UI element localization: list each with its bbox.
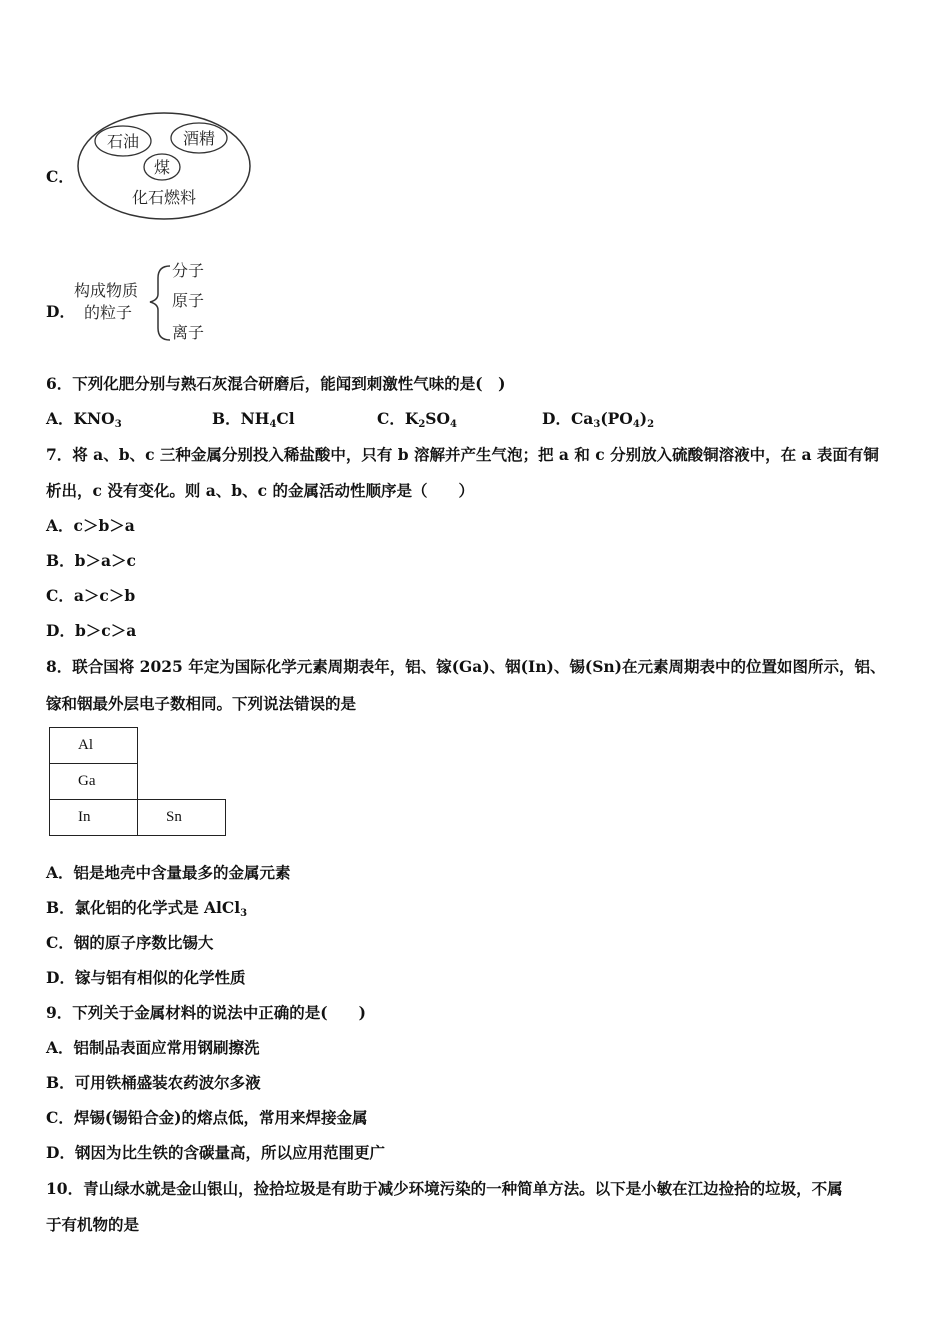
element-cell-al: Al	[50, 728, 138, 764]
diagram-left-line1: 构成物质	[74, 281, 139, 300]
q7-option-b: B．b＞a＞c	[46, 551, 136, 570]
diagram-branch-atom: 原子	[172, 291, 205, 310]
diagram-left-line2: 的粒子	[84, 303, 133, 322]
q7-option-c: C．a＞c＞b	[46, 586, 136, 605]
q9-option-c: C．焊锡(锡铅合金)的熔点低，常用来焊接金属	[46, 1108, 368, 1127]
q8-stem-line2: 镓和铟最外层电子数相同。下列说法错误的是	[46, 694, 357, 713]
q7-stem-line2: 析出，c 没有变化。则 a、b、c 的金属活动性顺序是（ ）	[46, 481, 474, 500]
option-c-label: C．	[46, 167, 74, 186]
q8-option-c: C．铟的原子序数比锡大	[46, 933, 214, 952]
element-cell-sn: Sn	[138, 800, 226, 836]
q8-option-b: B．氯化铝的化学式是 AlCl$_3$	[46, 898, 248, 919]
diagram-branch-molecule: 分子	[172, 261, 205, 280]
q10-stem-line2: 于有机物的是	[46, 1215, 140, 1234]
q6-option-d: D．$Ca_3(PO_4)_2$	[542, 409, 655, 430]
q6-option-b: B．$NH_4Cl$	[212, 409, 295, 430]
option-d-label: D．	[46, 302, 75, 321]
diagram-caption: 化石燃料	[131, 188, 197, 207]
diagram-item-oil: 石油	[106, 132, 140, 151]
q7-option-a: A．c＞b＞a	[46, 516, 135, 535]
diagram-branch-ion: 离子	[172, 323, 205, 342]
q7-option-d: D．b＞c＞a	[46, 621, 137, 640]
diagram-item-alcohol: 酒精	[182, 129, 216, 148]
q8-option-d: D．镓与铝有相似的化学性质	[46, 968, 246, 987]
q8-stem-line1: 8．联合国将 2025 年定为国际化学元素周期表年，铝、镓(Ga)、铟(In)、锡(Sn)在元素周期表中的位置如图所示，铝、	[46, 657, 886, 676]
q7-stem-line1: 7．将 a、b、c 三种金属分别投入稀盐酸中，只有 b 溶解并产生气泡；把 a 和 c 分别放入硫酸铜溶液中，在 a 表面有铜	[46, 445, 879, 464]
diagram-item-coal: 煤	[153, 158, 171, 177]
q9-option-a: A．铝制品表面应常用钢刷擦洗	[46, 1038, 260, 1057]
element-cell-in: In	[50, 800, 138, 836]
q9-stem: 9．下列关于金属材料的说法中正确的是( )	[46, 1003, 366, 1022]
q6-option-c: C．$K_2SO_4$	[377, 409, 457, 430]
q9-option-d: D．钢因为比生铁的含碳量高，所以应用范围更广	[46, 1143, 385, 1162]
q6-stem: 6．下列化肥分别与熟石灰混合研磨后，能闻到刺激性气味的是( )	[46, 374, 506, 393]
q8-option-a: A．铝是地壳中含量最多的金属元素	[46, 863, 291, 882]
particle-diagram	[72, 256, 222, 348]
q6-option-a: A．$KNO_3$	[46, 409, 122, 430]
q9-option-b: B．可用铁桶盛装农药波尔多液	[46, 1073, 261, 1092]
q10-stem-line1: 10．青山绿水就是金山银山，捡拾垃圾是有助于减少环境污染的一种简单方法。以下是小敏在江边捡拾的垃圾，不属	[46, 1179, 843, 1198]
element-cell-ga: Ga	[50, 764, 138, 800]
fossil-fuel-diagram	[76, 108, 256, 224]
periodic-table-excerpt	[49, 727, 226, 836]
